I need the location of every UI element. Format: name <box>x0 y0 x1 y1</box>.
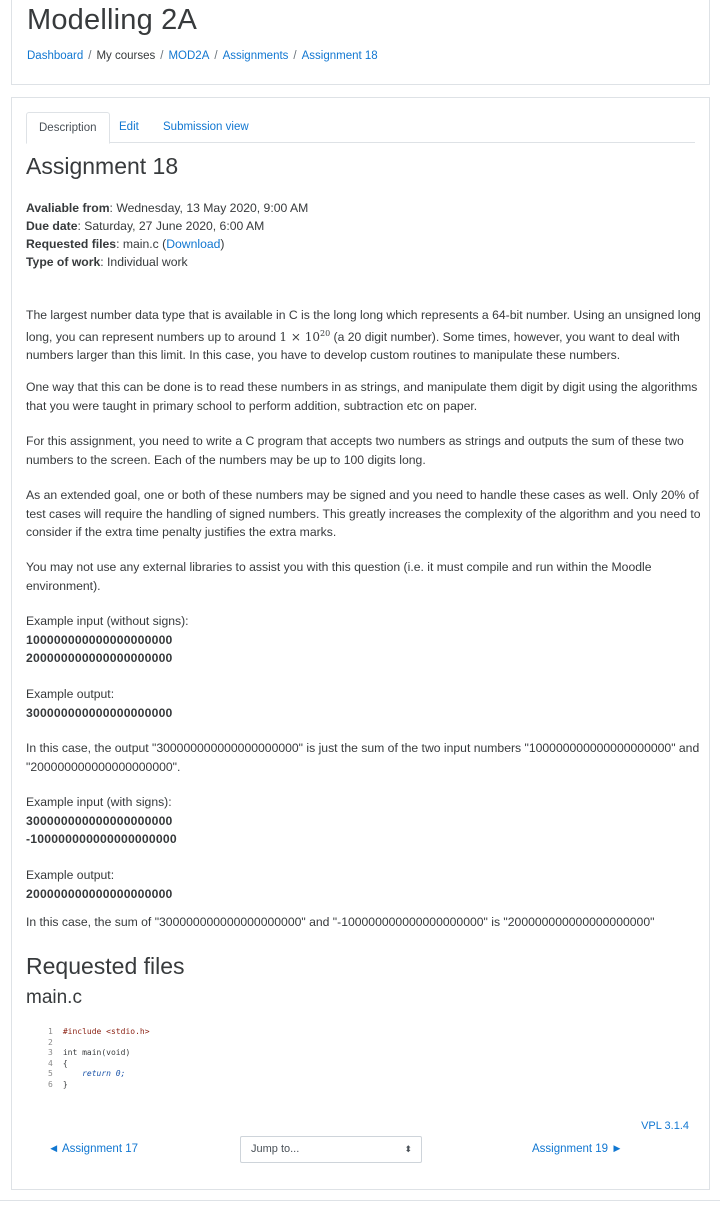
code-line: 4 { <box>48 1058 68 1068</box>
prev-activity-link[interactable]: ◄ Assignment 17 <box>48 1143 139 1155</box>
example-1-input: Example input (without signs): 100000000000000000000 200000000000000000000 <box>26 614 189 665</box>
requested-file-name: main.c <box>26 987 82 1008</box>
files-label: Requested files <box>26 237 117 251</box>
breadcrumb-assignment[interactable]: Assignment 18 <box>301 50 378 62</box>
code-line: 5 return 0; <box>48 1069 126 1078</box>
description-paragraph-1: The largest number data type that is available in C is the long long which represents a 64-bit number. Using an unsigned long long, you can represent numbers up to around $1 \times 10^{20}$ (a 20 digit number). Some times, however, you want to deal with numbers larger than this limit. In this case, you have to develop custom routines to manipulate these numbers. <box>26 308 701 362</box>
breadcrumb-assignments[interactable]: Assignments <box>222 50 289 62</box>
course-title: Modelling 2A <box>27 4 198 36</box>
assignment-title: Assignment 18 <box>26 153 179 179</box>
work-label: Type of work <box>26 255 101 269</box>
example-2-note: In this case, the sum of "300000000000000000000" and "-100000000000000000000" is "200000000000000000000" <box>26 915 655 929</box>
vpl-version[interactable]: VPL 3.1.4 <box>641 1120 689 1132</box>
breadcrumb-my-courses: My courses <box>96 50 156 62</box>
select-arrows-icon: ⬍ <box>404 1144 412 1154</box>
description-paragraph-3: For this assignment, you need to write a C program that accepts two numbers as strings and outputs the sum of these two numbers to the screen. Each of the numbers may be up to 100 digits long. <box>26 434 684 467</box>
math-expression: $1 \times 10^{20}$ <box>279 328 331 344</box>
breadcrumb-course[interactable]: MOD2A <box>168 50 210 62</box>
description-paragraph-5: You may not use any external libraries to assist you with this question (i.e. it must compile and run within the Moodle environment). <box>26 560 652 593</box>
main-card <box>11 97 710 1190</box>
files-value: : main.c ( <box>116 237 167 251</box>
example-1-output: Example output: 300000000000000000000 <box>26 687 173 720</box>
files-close: ) <box>220 237 225 251</box>
page-footer-border <box>0 1200 720 1208</box>
tab-description[interactable]: Description <box>26 112 110 144</box>
due-value: : Saturday, 27 June 2020, 6:00 AM <box>77 219 265 233</box>
requested-files-heading: Requested files <box>26 953 185 979</box>
code-line: 6 } <box>48 1079 68 1089</box>
example-2-input: Example input (with signs): 300000000000000000000 -100000000000000000000 <box>26 795 177 846</box>
example-1-note: In this case, the output "300000000000000000000" is just the sum of the two input numbers "100000000000000000000" and "200000000000000000000". <box>26 741 700 774</box>
code-viewer <box>48 1027 150 1090</box>
header-card <box>11 0 710 85</box>
assignment-meta <box>26 199 308 271</box>
breadcrumb-dashboard[interactable]: Dashboard <box>27 50 84 62</box>
download-link[interactable]: Download <box>166 237 221 251</box>
code-line: 1 #include <stdio.h> <box>48 1027 150 1036</box>
example-2-output: Example output: 200000000000000000000 <box>26 868 173 901</box>
jump-to-select[interactable] <box>240 1136 422 1163</box>
due-label: Due date <box>26 219 78 233</box>
code-line: 3 int main(void) <box>48 1048 131 1057</box>
code-line: 2 <box>48 1037 53 1047</box>
available-value: : Wednesday, 13 May 2020, 9:00 AM <box>109 201 309 215</box>
breadcrumb: Dashboard / My courses / MOD2A / Assignments / Assignment 18 <box>27 50 378 62</box>
tab-bar <box>26 112 695 143</box>
available-label: Avaliable from <box>26 201 110 215</box>
tab-submission-view[interactable]: Submission view <box>163 121 249 133</box>
tab-edit[interactable]: Edit <box>119 121 139 133</box>
jump-to-label: Jump to... <box>251 1143 300 1155</box>
description-paragraph-4: As an extended goal, one or both of these numbers may be signed and you need to handle these cases as well. Only 20% of test cases will require the handling of signed numbers. This greatly increases the complexity of the algorithm and you need to consider if the extra time penalty justifies the extra marks. <box>26 488 701 539</box>
next-activity-link[interactable]: Assignment 19 ► <box>532 1143 623 1155</box>
work-value: : Individual work <box>100 255 188 269</box>
description-paragraph-2: One way that this can be done is to read these numbers in as strings, and manipulate them digit by digit using the algorithms that you were taught in primary school to perform addition, subtraction etc on paper. <box>26 380 698 413</box>
